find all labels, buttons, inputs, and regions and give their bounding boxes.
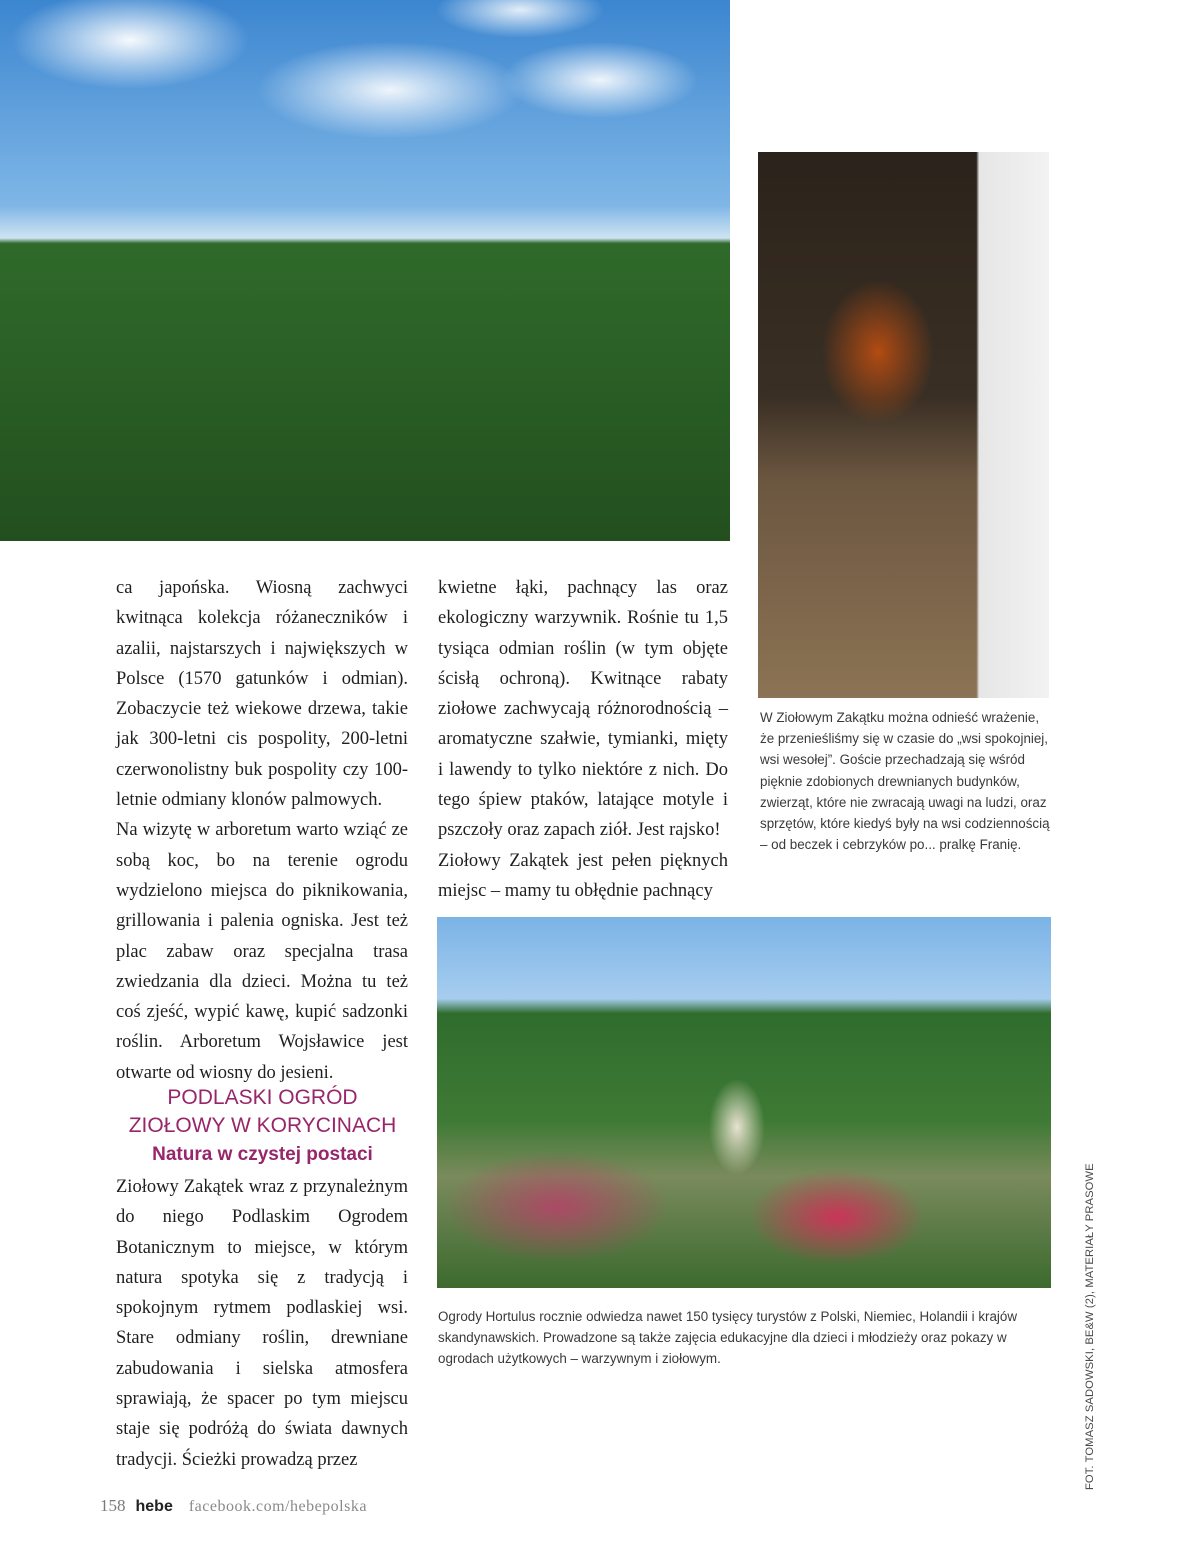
article-column-2 <box>438 573 728 906</box>
paragraph: Ziołowy Zakątek jest pełen pięknych miejsc – mamy tu obłędnie pachnący <box>438 850 728 901</box>
paragraph: Ziołowy Zakątek wraz z przynależnym do niego Podlaskim Ogrodem Botanicznym to miejsce, w którym natura spotyka się z tradycją i spokojnym rytmem podlaskiej wsi. Stare odmiany roślin, drewniane zabudowania i sielska atmosfera sprawiają, że spacer po tym miejscu staje się podróżą do świata dawnych tradycji. Ścieżki prowadzą przez <box>116 1177 408 1470</box>
article-column-1 <box>116 573 408 1088</box>
section-title-line: ZIOŁOWY W KORYCINACH <box>128 1114 397 1137</box>
section-title-line: PODLASKI OGRÓD <box>167 1086 358 1109</box>
paragraph: ca japońska. Wiosną zachwyci kwitnąca kolekcja różaneczników i azalii, najstarszych i największych w Polsce (1570 gatunków i odmian). Zobaczycie też wiekowe drzewa, takie jak 300-letni cis pospolity, 200-letni czerwonolistny buk pospolity czy 100-letnie odmiany klonów palmowych. <box>116 578 408 811</box>
section-subtitle: Natura w czystej postaci <box>152 1144 373 1165</box>
footer-url: facebook.com/hebepolska <box>188 1498 367 1515</box>
photo-rooster-on-barrel <box>758 152 1049 698</box>
caption-rooster-photo: W Ziołowym Zakątku można odnieść wrażenie, że przenieśliśmy się w czasie do „wsi spokojniej, wsi wesołej”. Goście przechadzają się wśród pięknie zdobionych drewnianych budynków, zwierząt, które nie zwracają uwagi na ludzi, oraz sprzętów, które kiedyś były na wsi codziennością – od beczek i cebrzyków po... pralkę Franię. <box>760 710 1050 853</box>
paragraph: Na wizytę w arboretum warto wziąć ze sobą koc, bo na terenie ogrodu wydzielono miejsca do piknikowania, grillowania i palenia ogniska. Jest też plac zabaw oraz specjalna trasa zwiedzania dla dzieci. Można tu też coś zjeść, wypić kawę, kupić sadzonki roślin. Arboretum Wojsławice jest otwarte od wiosny do jesieni. <box>116 820 408 1083</box>
page-number: 158 <box>100 1496 126 1515</box>
photo-hortulus-gardens <box>437 917 1051 1288</box>
brand-logo: hebe <box>135 1498 173 1515</box>
photo-wooden-manor-garden <box>0 0 730 541</box>
article-column-1-continued <box>116 1172 408 1475</box>
page-footer <box>100 1496 367 1520</box>
paragraph: kwietne łąki, pachnący las oraz ekologiczny warzywnik. Rośnie tu 1,5 tysiąca odmian roślin (w tym objęte ścisłą ochroną). Kwitnące rabaty ziołowe zachwycają różnorodnością – aromatyczne szałwie, tymianki, mięty i lawendy to tylko niektóre z nich. Do tego śpiew ptaków, latające motyle i pszczoły oraz zapach ziół. Jest rajsko! <box>438 578 728 841</box>
section-title <box>100 1084 425 1140</box>
photo-credit: FOT. TOMASZ SADOWSKI, BE&W (2), MATERIAŁY PRASOWE <box>1084 1163 1096 1490</box>
caption-garden-photo: Ogrody Hortulus rocznie odwiedza nawet 150 tysięcy turystów z Polski, Niemiec, Holandii i krajów skandynawskich. Prowadzone są także zajęcia edukacyjne dla dzieci i młodzieży oraz pokazy w ogrodach użytkowych – warzywnym i ziołowym. <box>438 1309 1018 1367</box>
